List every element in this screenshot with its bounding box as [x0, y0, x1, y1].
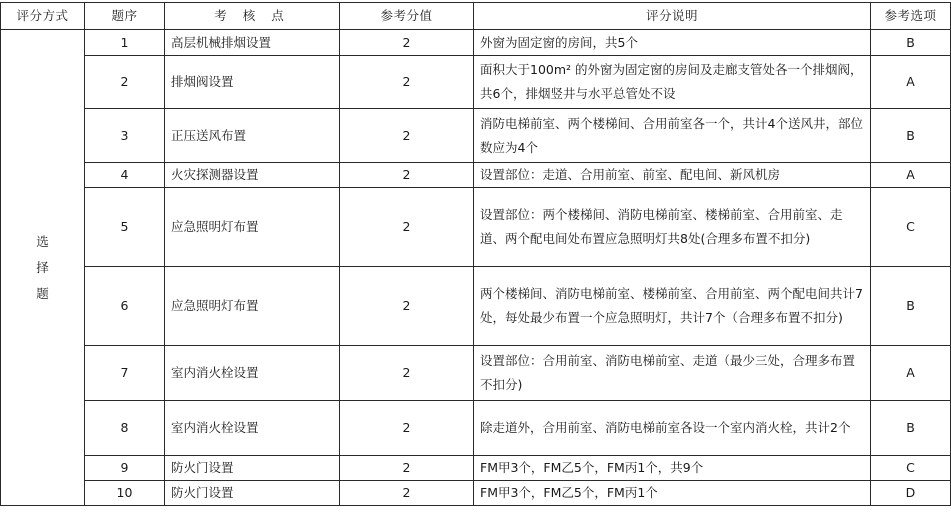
desc-cell: 设置部位：合用前室、消防电梯前室、走道（最少三处，合理多布置不扣分): [474, 346, 871, 401]
point-cell: 防火门设置: [165, 456, 340, 481]
score-cell: 2: [340, 267, 474, 346]
point-cell: 正压送风布置: [165, 109, 340, 163]
table-row: [1, 401, 951, 456]
seq-cell: 2: [85, 56, 165, 109]
header-row: [1, 3, 951, 30]
score-cell: 2: [340, 481, 474, 506]
option-cell: D: [871, 481, 951, 506]
header-desc: 评分说明: [474, 3, 871, 30]
desc-cell: 外窗为固定窗的房间，共5个: [474, 30, 871, 56]
point-cell: 火灾探测器设置: [165, 163, 340, 188]
option-cell: A: [871, 56, 951, 109]
table-row: [1, 30, 951, 56]
seq-cell: 5: [85, 188, 165, 267]
option-cell: B: [871, 267, 951, 346]
score-cell: 2: [340, 109, 474, 163]
desc-cell: 除走道外，合用前室、消防电梯前室各设一个室内消火栓，共计2个: [474, 401, 871, 456]
header-point: 考 核 点: [165, 3, 340, 30]
score-cell: 2: [340, 163, 474, 188]
method-label: 选择题: [36, 233, 49, 301]
score-cell: 2: [340, 346, 474, 401]
desc-cell: 两个楼梯间、消防电梯前室、楼梯前室、合用前室、两个配电间共计7处，每处最少布置一个应急照明灯，共计7个（合理多布置不扣分): [474, 267, 871, 346]
point-cell: 应急照明灯布置: [165, 188, 340, 267]
seq-cell: 3: [85, 109, 165, 163]
table-row: [1, 267, 951, 346]
table-row: [1, 346, 951, 401]
score-cell: 2: [340, 456, 474, 481]
seq-cell: 10: [85, 481, 165, 506]
desc-cell: 面积大于100m² 的外窗为固定窗的房间及走廊支管处各一个排烟阀，共6个，排烟竖井与水平总管处不设: [474, 56, 871, 109]
header-seq: 题序: [85, 3, 165, 30]
point-cell: 室内消火栓设置: [165, 346, 340, 401]
method-cell: [1, 30, 85, 506]
scoring-table: [0, 2, 951, 506]
header-score: 参考分值: [340, 3, 474, 30]
desc-cell: FM甲3个，FM乙5个，FM丙1个，共9个: [474, 456, 871, 481]
option-cell: C: [871, 188, 951, 267]
seq-cell: 9: [85, 456, 165, 481]
score-cell: 2: [340, 30, 474, 56]
header-option: 参考选项: [871, 3, 951, 30]
option-cell: A: [871, 346, 951, 401]
score-cell: 2: [340, 188, 474, 267]
header-method: 评分方式: [1, 3, 85, 30]
option-cell: B: [871, 109, 951, 163]
option-cell: C: [871, 456, 951, 481]
seq-cell: 4: [85, 163, 165, 188]
option-cell: B: [871, 401, 951, 456]
point-cell: 排烟阀设置: [165, 56, 340, 109]
desc-cell: 消防电梯前室、两个楼梯间、合用前室各一个，共计4个送风井，部位数应为4个: [474, 109, 871, 163]
seq-cell: 6: [85, 267, 165, 346]
table-row: [1, 109, 951, 163]
table-row: [1, 188, 951, 267]
seq-cell: 1: [85, 30, 165, 56]
table-row: [1, 56, 951, 109]
table-row: [1, 481, 951, 506]
point-cell: 防火门设置: [165, 481, 340, 506]
seq-cell: 8: [85, 401, 165, 456]
option-cell: A: [871, 163, 951, 188]
point-cell: 高层机械排烟设置: [165, 30, 340, 56]
desc-cell: 设置部位：两个楼梯间、消防电梯前室、楼梯前室、合用前室、走道、两个配电间处布置应急照明灯共8处(合理多布置不扣分): [474, 188, 871, 267]
table-row: [1, 456, 951, 481]
table-row: [1, 163, 951, 188]
desc-cell: FM甲3个，FM乙5个，FM丙1个: [474, 481, 871, 506]
point-cell: 应急照明灯布置: [165, 267, 340, 346]
score-cell: 2: [340, 56, 474, 109]
option-cell: B: [871, 30, 951, 56]
point-cell: 室内消火栓设置: [165, 401, 340, 456]
desc-cell: 设置部位：走道、合用前室、前室、配电间、新风机房: [474, 163, 871, 188]
seq-cell: 7: [85, 346, 165, 401]
score-cell: 2: [340, 401, 474, 456]
